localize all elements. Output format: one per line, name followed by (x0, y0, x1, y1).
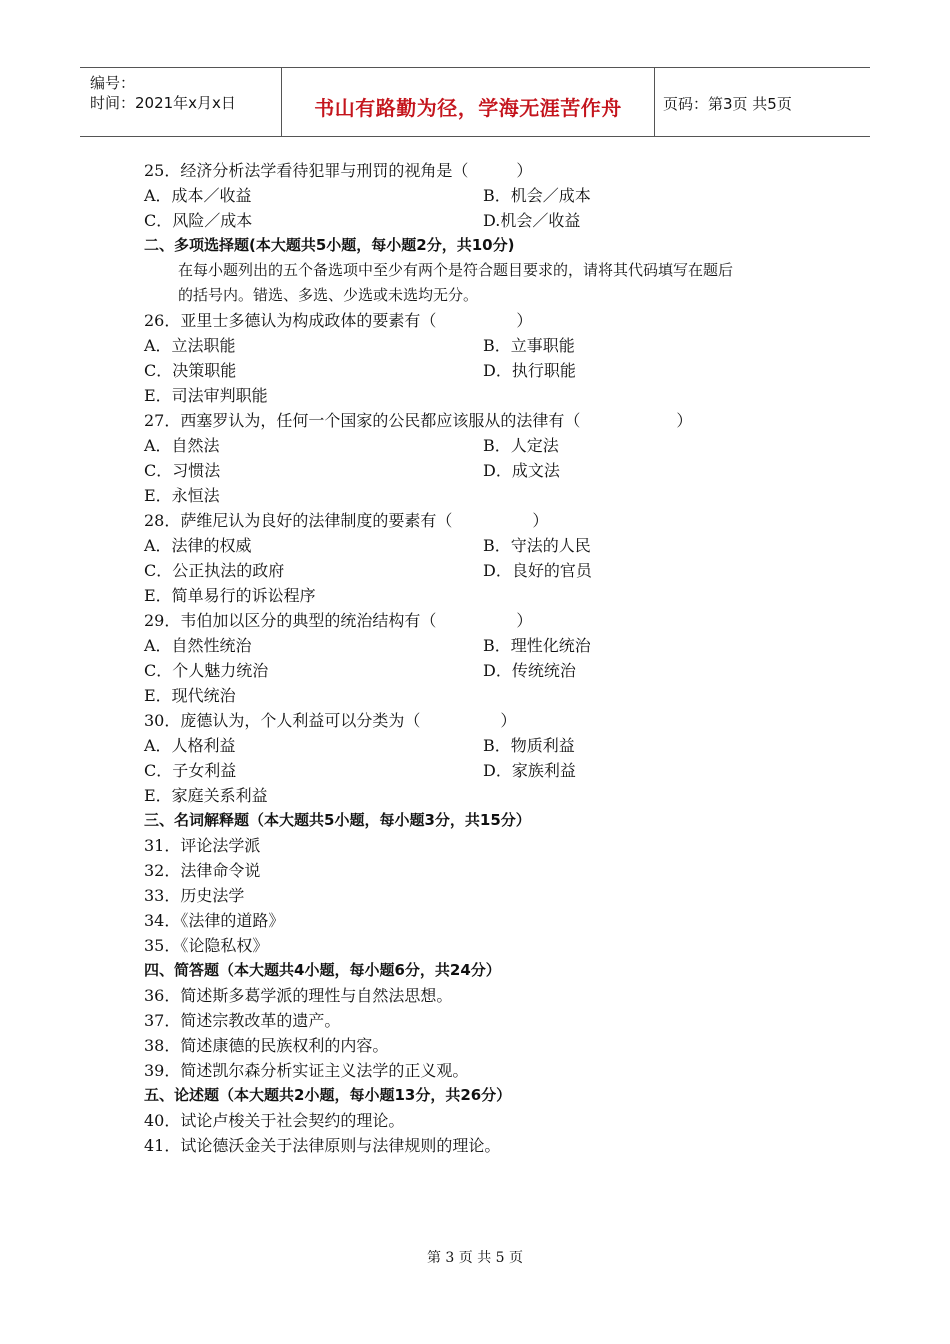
question-line: 32．法律命令说 (144, 861, 261, 880)
option-right: D．执行职能 (483, 361, 576, 380)
motto: 书山有路勤为径，学海无涯苦作舟 (314, 96, 622, 120)
question-line: 28．萨维尼认为良好的法律制度的要素有（ ） (144, 511, 549, 530)
header-meta-cell (80, 68, 280, 136)
question-line: E．司法审判职能 (144, 386, 268, 405)
question-line: E．现代统治 (144, 686, 236, 705)
section-heading: 五、论述题（本大题共2小题，每小题13分，共26分） (144, 1086, 512, 1104)
question-line: 33．历史法学 (144, 886, 245, 905)
option-right: B．人定法 (483, 436, 559, 455)
option-row (144, 658, 844, 683)
option-left: C．个人魅力统治 (144, 661, 269, 680)
question-line: 41．试论德沃金关于法律原则与法律规则的理论。 (144, 1136, 501, 1155)
question-line: 37．简述宗教改革的遗产。 (144, 1011, 341, 1030)
option-right: B．机会／成本 (483, 186, 591, 205)
option-right: D.机会／收益 (483, 211, 581, 230)
option-left: A．立法职能 (144, 336, 236, 355)
option-left: C．风险／成本 (144, 211, 253, 230)
option-right: B．立事职能 (483, 336, 575, 355)
option-row (144, 733, 844, 758)
section-instruction: 在每小题列出的五个备选项中至少有两个是符合题目要求的，请将其代码填写在题后 (178, 261, 734, 279)
option-left: C．子女利益 (144, 761, 237, 780)
option-left: A．人格利益 (144, 736, 236, 755)
option-left: A．成本／收益 (144, 186, 252, 205)
option-right: D．成文法 (483, 461, 560, 480)
exam-content (144, 158, 844, 1158)
header-motto-cell (281, 68, 655, 136)
question-line: 40．试论卢梭关于社会契约的理论。 (144, 1111, 405, 1130)
section-instruction: 的括号内。错选、多选、少选或未选均无分。 (178, 286, 479, 304)
option-row (144, 183, 844, 208)
option-right: B．守法的人民 (483, 536, 591, 555)
page-footer: 第 3 页 共 5 页 (426, 1250, 524, 1266)
option-right: B．理性化统治 (483, 636, 591, 655)
question-line: 34．《法律的道路》 (144, 911, 285, 930)
document-header (80, 67, 870, 137)
option-right: D．传统统治 (483, 661, 576, 680)
option-right: B．物质利益 (483, 736, 575, 755)
option-row (144, 208, 844, 233)
option-left: C．决策职能 (144, 361, 237, 380)
header-page-cell (654, 68, 870, 136)
option-right: D．良好的官员 (483, 561, 592, 580)
option-row (144, 333, 844, 358)
option-left: A．法律的权威 (144, 536, 252, 555)
question-line: 35．《论隐私权》 (144, 936, 269, 955)
option-right: D．家族利益 (483, 761, 576, 780)
page-label: 页码：第3页 共5页 (663, 95, 792, 113)
question-line: 27．西塞罗认为，任何一个国家的公民都应该服从的法律有（ ） (144, 411, 693, 430)
question-line: 25．经济分析法学看待犯罪与刑罚的视角是（ ） (144, 161, 533, 180)
question-line: 36．简述斯多葛学派的理性与自然法思想。 (144, 986, 453, 1005)
question-line: 29．韦伯加以区分的典型的统治结构有（ ） (144, 611, 533, 630)
question-line: E．家庭关系利益 (144, 786, 268, 805)
option-row (144, 433, 844, 458)
option-row (144, 633, 844, 658)
question-line: 31．评论法学派 (144, 836, 261, 855)
section-heading: 二、多项选择题(本大题共5小题，每小题2分，共10分) (144, 236, 515, 254)
option-left: A．自然性统治 (144, 636, 252, 655)
question-line: E．简单易行的诉讼程序 (144, 586, 316, 605)
question-line: E．永恒法 (144, 486, 220, 505)
option-row (144, 758, 844, 783)
option-row (144, 558, 844, 583)
question-line: 38．简述康德的民族权利的内容。 (144, 1036, 389, 1055)
number-label: 编号： (90, 74, 136, 92)
option-row (144, 533, 844, 558)
option-row (144, 458, 844, 483)
section-heading: 四、简答题（本大题共4小题，每小题6分，共24分） (144, 961, 501, 979)
question-line: 39．简述凯尔森分析实证主义法学的正义观。 (144, 1061, 469, 1080)
question-line: 26．亚里士多德认为构成政体的要素有（ ） (144, 311, 533, 330)
question-line: 30．庞德认为，个人利益可以分类为（ ） (144, 711, 517, 730)
option-row (144, 358, 844, 383)
option-left: A．自然法 (144, 436, 220, 455)
section-heading: 三、名词解释题（本大题共5小题，每小题3分，共15分） (144, 811, 531, 829)
option-left: C．公正执法的政府 (144, 561, 285, 580)
option-left: C．习惯法 (144, 461, 221, 480)
date-label: 时间：2021年x月x日 (90, 94, 236, 112)
